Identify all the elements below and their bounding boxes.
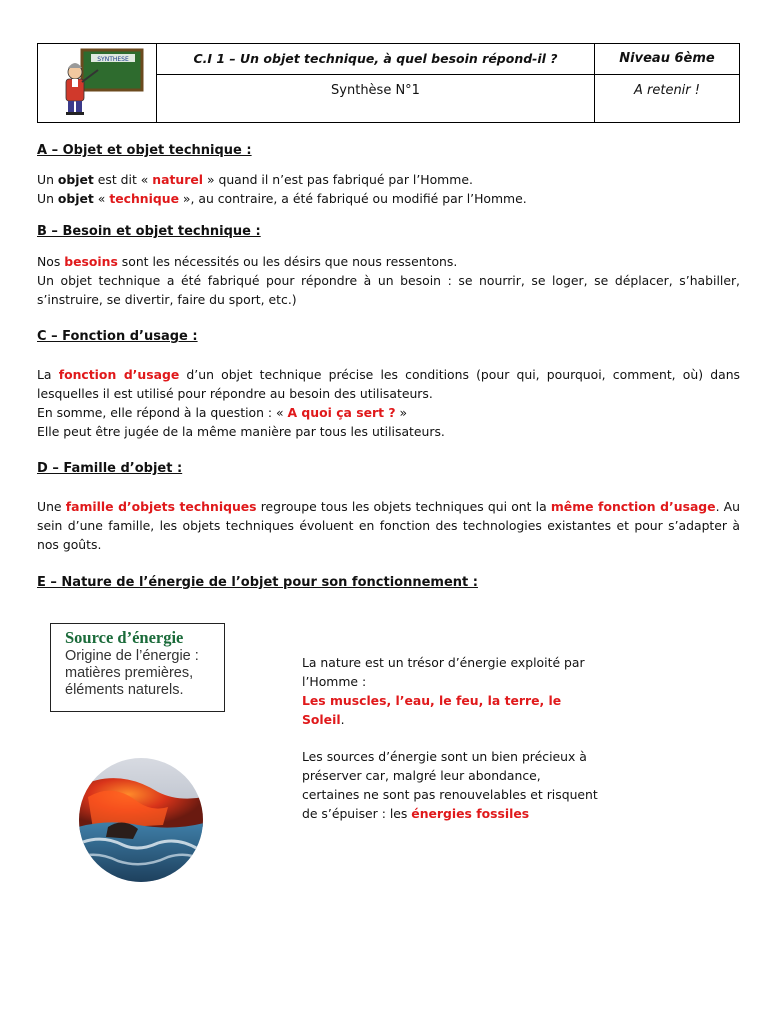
term-objet: objet xyxy=(57,172,94,187)
text: l’Homme : xyxy=(302,674,367,689)
header-title: C.I 1 – Un objet technique, à quel besoin répond-il ? xyxy=(157,44,595,75)
term-objet: objet xyxy=(57,191,94,206)
section-c-paragraph-3: Elle peut être jugée de la même manière par tous les utilisateurs. xyxy=(37,424,445,439)
header-table xyxy=(37,43,740,123)
text: préserver car, malgré leur abondance, xyxy=(302,768,541,783)
text: Les sources d’énergie sont un bien précieux à xyxy=(302,749,587,764)
volcano-sea-photo xyxy=(78,757,204,883)
logo-cell xyxy=(38,44,157,122)
text: La nature est un trésor d’énergie exploité par xyxy=(302,655,585,670)
term-besoins: besoins xyxy=(64,254,118,269)
section-c-heading: C – Fonction d’usage : xyxy=(37,329,198,344)
section-c-paragraph-2 xyxy=(37,403,740,422)
text: La xyxy=(37,367,59,382)
text: » quand il n’est pas fabriqué par l’Homme. xyxy=(203,172,473,187)
energy-paragraph-1 xyxy=(302,653,632,729)
term-energies-fossiles: énergies fossiles xyxy=(411,806,530,821)
text: En somme, elle répond à la question : « xyxy=(37,405,288,420)
text: . xyxy=(340,712,345,727)
section-d-heading: D – Famille d’objet : xyxy=(37,461,183,476)
section-a-line-2 xyxy=(37,189,740,208)
text: d’un objet technique précise les conditions (pour qui, pourquoi, comment, où) dans lesquelles il est utilisé pour répondre au besoin des utilisateurs. xyxy=(37,367,741,401)
text: sont les nécessités ou les désirs que nous ressentons. xyxy=(117,254,458,269)
section-d-paragraph xyxy=(37,497,740,554)
header-level: Niveau 6ème xyxy=(595,44,739,75)
text: Une xyxy=(37,499,66,514)
energy-soleil: Soleil xyxy=(302,712,341,727)
energy-box-title: Source d’énergie xyxy=(65,628,184,647)
text: de s’épuiser : les xyxy=(302,806,412,821)
section-b-line-2: Un objet technique a été fabriqué pour répondre à un besoin : se nourrir, se loger, se déplacer, s’habiller, s’instruire, se divertir, faire du sport, etc.) xyxy=(37,273,740,307)
header-retain: A retenir ! xyxy=(633,83,700,98)
text: Un xyxy=(37,191,58,206)
section-b-line-1 xyxy=(37,252,740,271)
energy-box-line-1: Origine de l’énergie : xyxy=(65,648,199,664)
term-question: A quoi ça sert ? xyxy=(287,405,396,420)
text: Nos xyxy=(37,254,65,269)
text: « xyxy=(93,191,110,206)
term-meme-fonction: même fonction d’usage xyxy=(550,499,716,514)
energy-paragraph-2 xyxy=(302,747,632,823)
teacher-at-board-icon xyxy=(38,44,156,122)
term-famille: famille d’objets techniques xyxy=(65,499,257,514)
text: regroupe tous les objets techniques qui ont la xyxy=(256,499,551,514)
term-technique: technique xyxy=(109,191,179,206)
text: », au contraire, a été fabriqué ou modifié par l’Homme. xyxy=(178,191,527,206)
energy-list: Les muscles, l’eau, le feu, la terre, le xyxy=(302,693,562,708)
text: certaines ne sont pas renouvelables et risquent xyxy=(302,787,598,802)
term-fonction-usage: fonction d’usage xyxy=(58,367,180,382)
energy-source-box xyxy=(50,623,225,712)
text: . Au sein d’une famille, les objets techniques évoluent en fonction des technologies existantes et pour s’adapter à nos goûts. xyxy=(37,499,741,552)
section-a-heading: A – Objet et objet technique : xyxy=(37,143,252,158)
text: » xyxy=(395,405,408,420)
text: Un xyxy=(37,172,58,187)
section-a-line-1 xyxy=(37,170,740,189)
section-b-heading: B – Besoin et objet technique : xyxy=(37,224,261,239)
text: est dit « xyxy=(93,172,153,187)
energy-box-line-3: éléments naturels. xyxy=(65,682,184,698)
section-c-paragraph-1 xyxy=(37,365,740,403)
logo-caption: SYNTHESE xyxy=(97,56,129,63)
section-e-heading: E – Nature de l’énergie de l’objet pour son fonctionnement : xyxy=(37,575,478,590)
energy-box-line-2: matières premières, xyxy=(65,665,194,681)
header-subtitle: Synthèse N°1 xyxy=(157,75,595,122)
term-naturel: naturel xyxy=(152,172,203,187)
